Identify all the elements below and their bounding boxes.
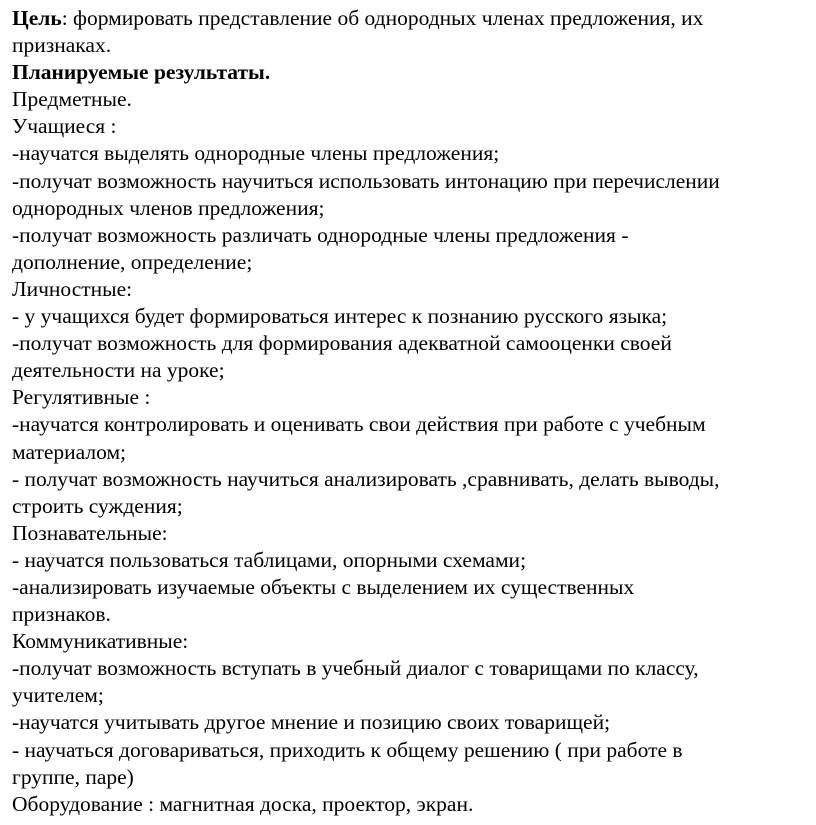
text-line: -научатся выделять однородные члены предложения; [12,141,500,166]
text-line: признаков. [12,602,111,627]
text-line: однородных членов предложения; [12,195,325,220]
text-line: - научаться договариваться, приходить к общему решению ( при работе в [12,737,683,762]
students-label: Учащиеся : [12,114,117,139]
text-line: -получат возможность научиться использовать интонацию при перечислении [12,168,720,193]
text-line: -получат возможность для формирования адекватной самооценки своей [12,331,672,356]
cognitive-results-heading: Познавательные: [12,520,168,545]
goal-line [12,5,816,32]
subject-results-heading: Предметные. [12,87,132,112]
text-line: -научатся контролировать и оценивать свои действия при работе с учебным [12,412,706,437]
personal-results-heading: Личностные: [12,276,133,301]
text-line: строить суждения; [12,493,183,518]
text-line: - у учащихся будет формироваться интерес к познанию русского языка; [12,304,668,329]
regulatory-results-heading: Регулятивные : [12,385,151,410]
results-heading: Планируемые результаты. [12,60,271,85]
goal-label: Цель [12,6,62,30]
text-line: - получат возможность научиться анализировать ,сравнивать, делать выводы, [12,466,720,491]
text-line: учителем; [12,683,104,708]
text-line: - научатся пользоваться таблицами, опорными схемами; [12,547,527,572]
text-line: -получат возможность вступать в учебный диалог с товарищами по классу, [12,656,699,681]
goal-text: : формировать представление об однородных членах предложения, их [61,6,704,30]
text-line: -получат возможность различать однородные члены предложения - [12,222,629,247]
text-line: группе, паре) [12,764,134,789]
text-line: материалом; [12,439,127,464]
equipment-line: Оборудование : магнитная доска, проектор, экран. [12,791,474,816]
goal-text-continued: признаках. [12,33,112,58]
text-line: -анализировать изучаемые объекты с выделением их существенных [12,574,635,599]
text-line: дополнение, определение; [12,249,253,274]
communicative-results-heading: Коммуникативные: [12,629,189,654]
text-line: деятельности на уроке; [12,358,225,383]
text-line: -научатся учитывать другое мнение и позицию своих товарищей; [12,710,611,735]
